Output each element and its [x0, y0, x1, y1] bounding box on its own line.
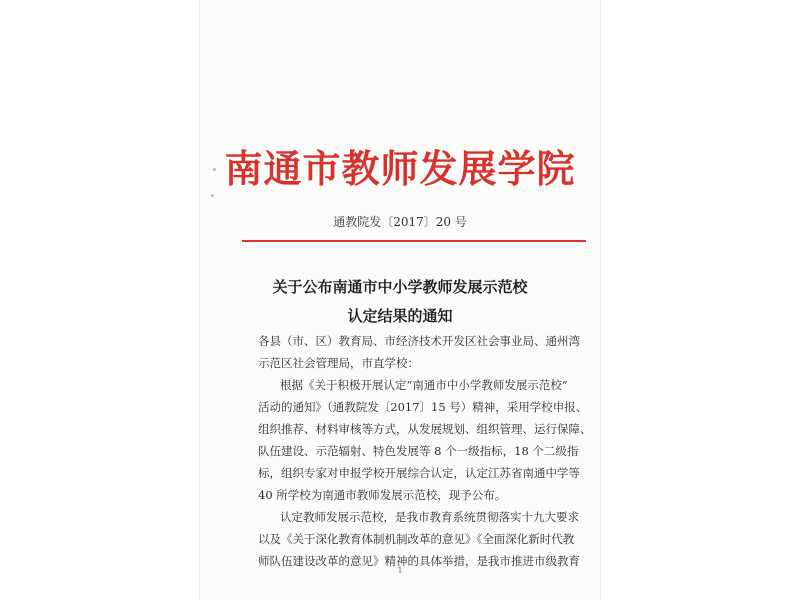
body-text-line: 组织推荐、材料审核等方式，从发展规划、组织管理、运行保障、 — [258, 422, 592, 436]
body-text-line: 标，组织专家对申报学校开展综合认定，认定江苏省南通中学等 — [258, 466, 580, 480]
notice-title-line-2: 认定结果的通知 — [347, 307, 453, 325]
scan-speck — [211, 194, 214, 197]
issuing-organization-title: 南通市教师发展学院 — [224, 146, 576, 191]
body-text-line: 40 所学校为南通市教师发展示范校，现予公布。 — [258, 488, 507, 502]
page-number: 1 — [397, 566, 403, 575]
body-text-line: 各县（市、区）教育局、市经济技术开发区社会事业局、通州湾 — [258, 334, 580, 348]
body-text-line: 队伍建设、示范辐射、特色发展等 8 个一级指标，18 个二级指 — [258, 444, 579, 458]
body-text-line: 根据《关于积极开展认定“南通市中小学教师发展示范校” — [280, 378, 568, 392]
body-text-line: 认定教师发展示范校，是我市教育系统贯彻落实十九大要求 — [280, 510, 579, 524]
body-text-line: 活动的通知》（通教院发〔2017〕15 号）精神，采用学校申报、 — [258, 400, 588, 414]
document-page — [200, 0, 600, 600]
body-text-line: 示范区社会管理局，市直学校： — [258, 356, 419, 370]
body-text-line: 以及《关于深化教育体制机制改革的意见》《全面深化新时代教 — [258, 532, 575, 546]
document-number: 通教院发〔2017〕20 号 — [333, 215, 467, 229]
red-separator-line — [242, 240, 586, 242]
body-text-line: 师队伍建设改革的意见》精神的具体举措，是我市推进市级教育 — [258, 554, 580, 568]
notice-title-line-1: 关于公布南通市中小学教师发展示范校 — [272, 278, 528, 296]
